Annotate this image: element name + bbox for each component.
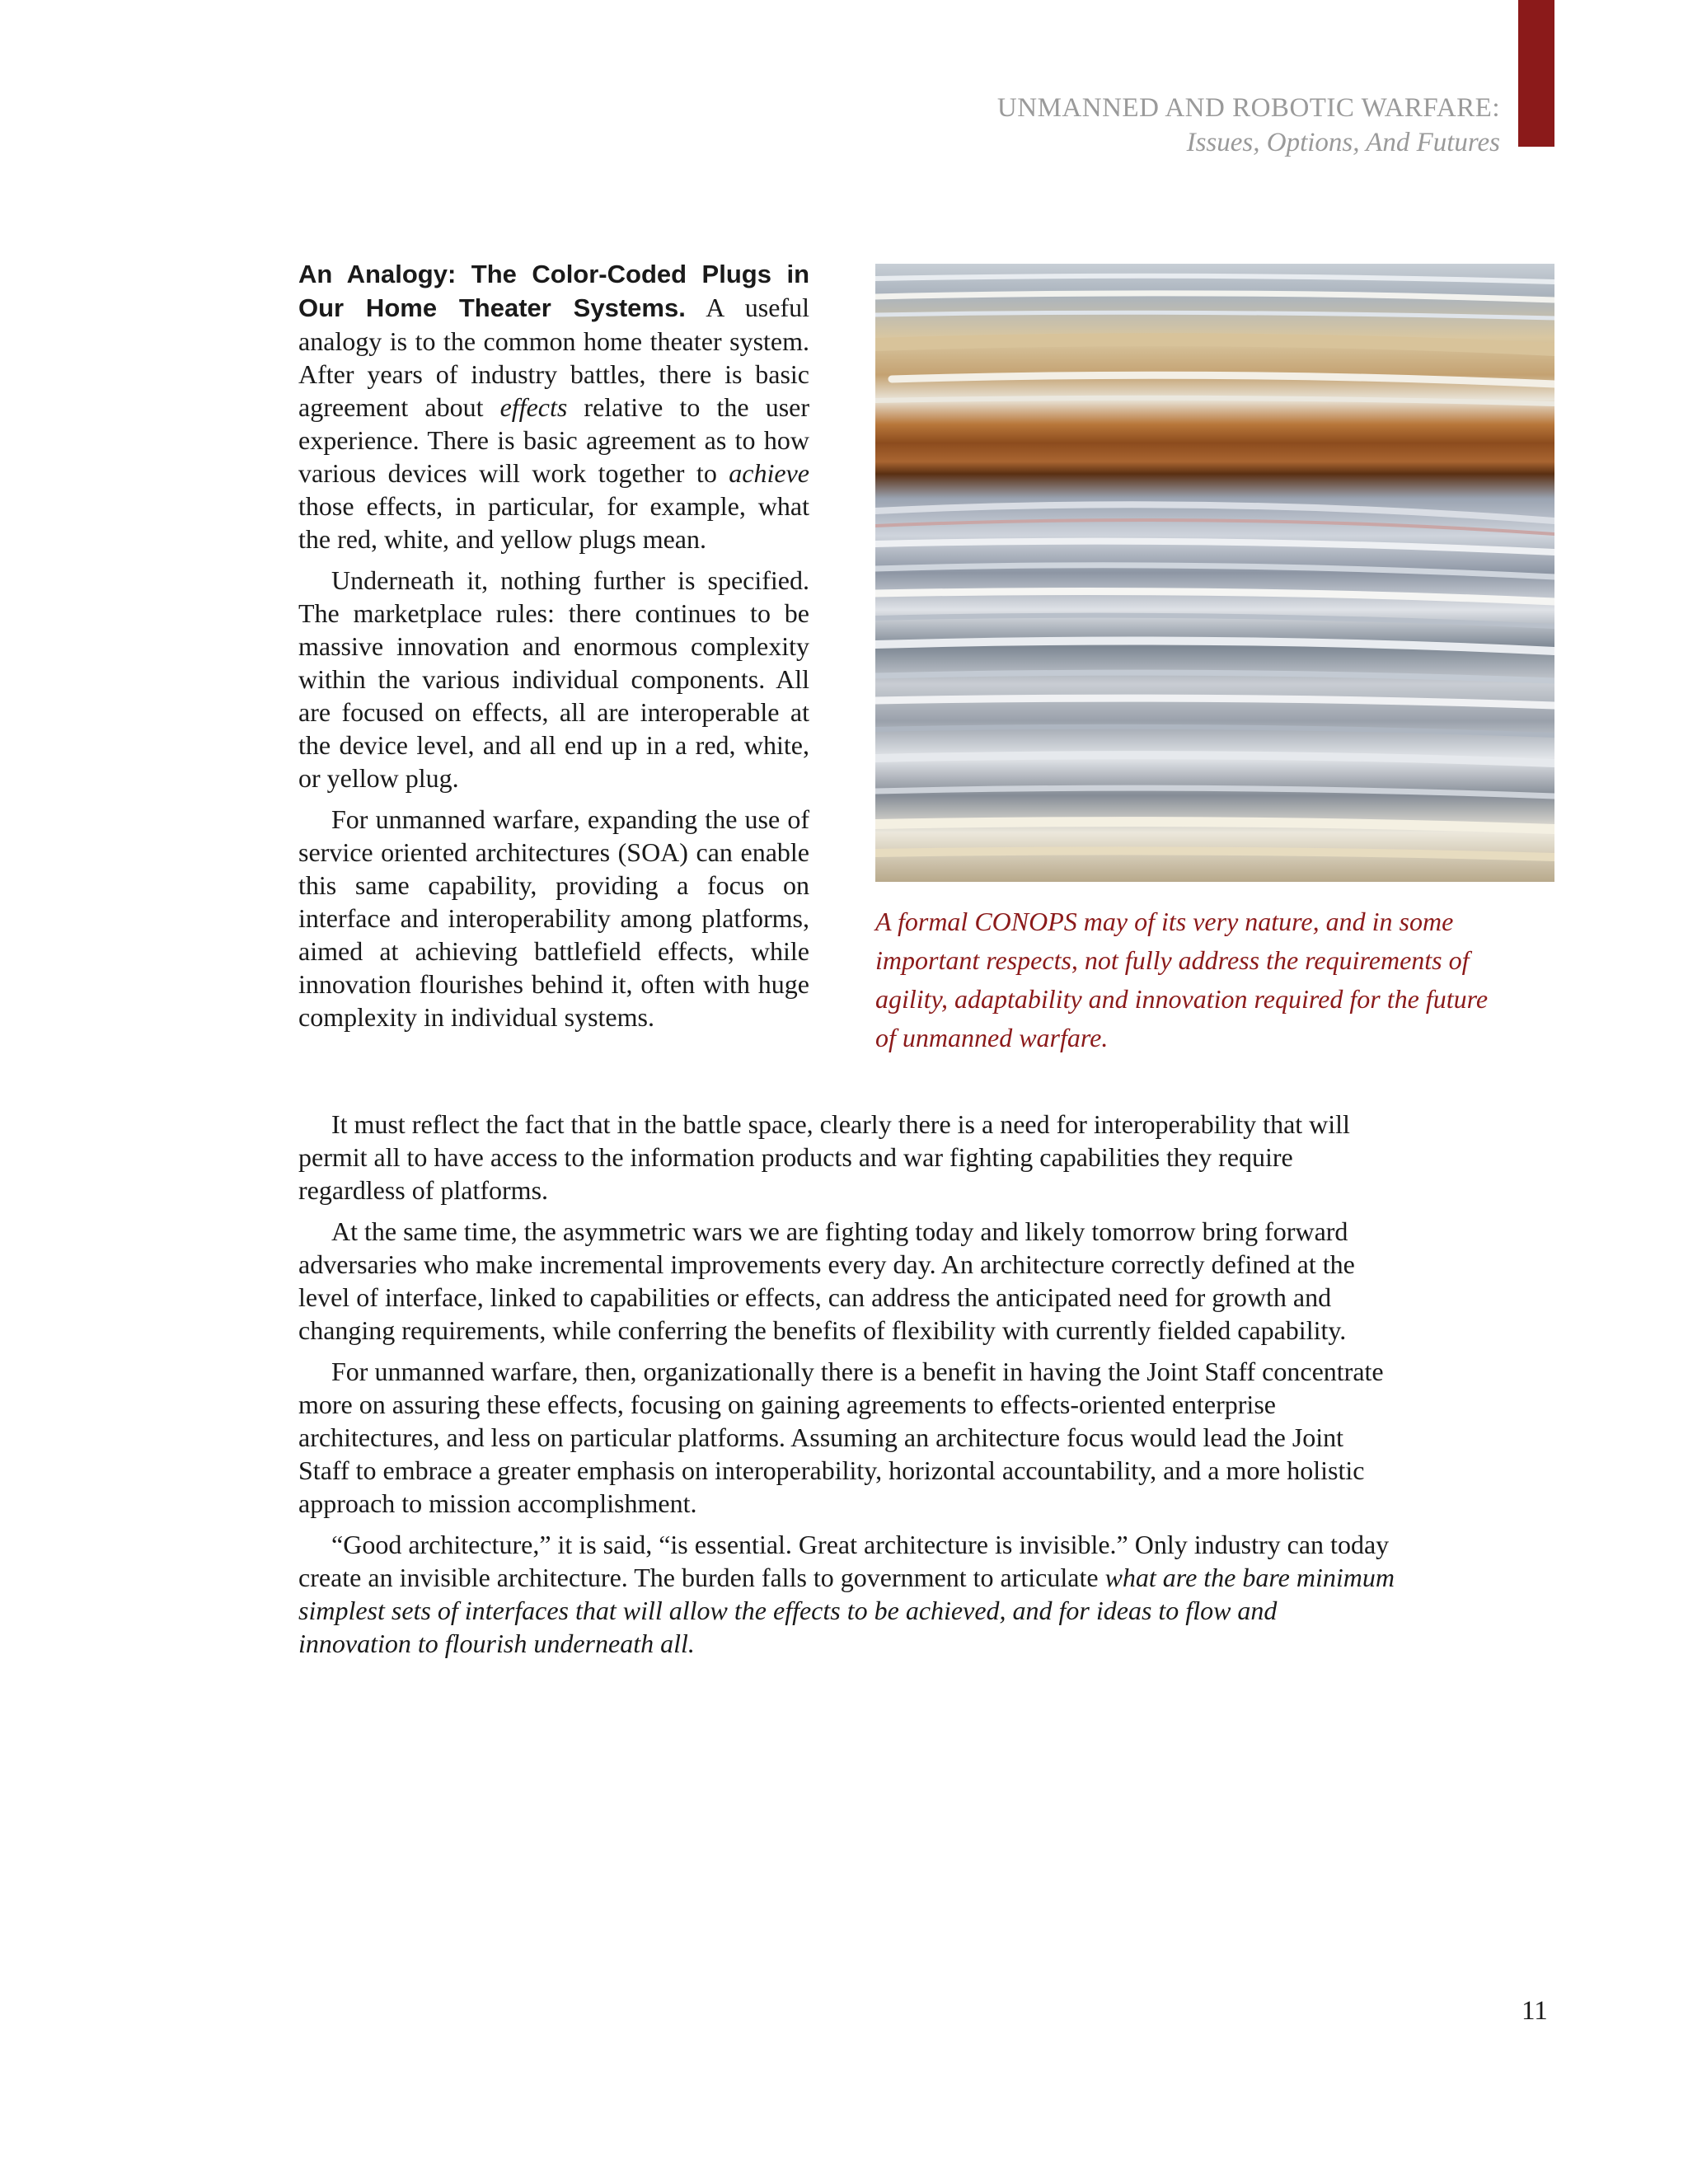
paragraph-asymmetric-wars: At the same time, the asymmetric wars we are fighting today and likely tomorrow bring forward adversaries who make incremental improvements every day. An architecture correctly defined at the level of interface, linked to capabilities or effects, can address the anticipated need for growth and changing requirements, while conferring the benefits of flexibility with currently fielded capability. xyxy=(298,1216,1355,1345)
paragraph-text: A useful analogy is to the common home theater system. After years of industry battles, there is basic agreement about xyxy=(298,293,809,422)
paragraph-joint-staff: For unmanned warfare, then, organizationally there is a benefit in having the Joint Staff concentrate more on assuring these effects, focusing on gaining agreements to effects-oriented enterprise architectures, and less on particular platforms. Assuming an architecture focus would lead the Joint Staff to embrace a greater emphasis on interoperability, horizontal accountability, and a more holistic approach to mission accomplishment. xyxy=(298,1357,1384,1518)
page-number: 11 xyxy=(1522,1996,1548,2026)
stacked-papers-photo xyxy=(875,264,1554,882)
emphasis-text: achieve xyxy=(729,458,809,488)
left-text-column xyxy=(298,257,809,1042)
running-header xyxy=(997,91,1500,160)
paragraph-text: relative to the user experience. There is basic agreement as to how various devices will work together to xyxy=(298,392,810,488)
paragraph-text: “Good architecture,” it is said, “is essential. Great architecture is invisible.” Only industry can today create an invisible architecture. The burden falls to government to articulate xyxy=(298,1530,1390,1592)
paragraph-marketplace: Underneath it, nothing further is specified. The marketplace rules: there continues to be massive innovation and enormous complexity within the various individual components. All are focused on effects, all are interoperable at the device level, and all end up in a red, white, or yellow plug. xyxy=(298,565,809,793)
running-header-title: UNMANNED AND ROBOTIC WARFARE: xyxy=(996,93,1500,123)
section-heading: An Analogy: The Color-Coded Plugs in Our Home Theater Systems. xyxy=(298,260,809,322)
header-accent-bar xyxy=(1518,0,1554,147)
emphasis-text: effects xyxy=(499,392,568,422)
paper-stack-illustration xyxy=(875,264,1554,882)
emphasis-text: what are the bare minimum simplest sets of interfaces that will allow the effects to be achieved, and for ideas to flow and innovation to flourish underneath all. xyxy=(298,1563,1395,1658)
figure-caption: A formal CONOPS may of its very nature, and in some important respects, not fully address the requirements of agility, adaptability and innovation required for the future of unmanned warfare. xyxy=(875,907,1489,1052)
paragraph-interoperability: It must reflect the fact that in the battle space, clearly there is a need for interoperability that will permit all to have access to the information products and war fighting capabilities they require regardless of platforms. xyxy=(298,1109,1350,1205)
full-width-text xyxy=(298,1108,1395,1668)
paragraph-analogy xyxy=(298,257,809,555)
paragraph-soa: For unmanned warfare, expanding the use of service oriented architectures (SOA) can enable this same capability, providing a focus on interface and interoperability among platforms, aimed at achieving battlefield effects, while innovation flourishes behind it, often with huge complexity in individual systems. xyxy=(298,804,809,1032)
paragraph-good-architecture xyxy=(298,1528,1395,1660)
paragraph-text: those effects, in particular, for example, what the red, white, and yellow plugs mean. xyxy=(298,491,809,554)
running-header-subtitle: Issues, Options, And Futures xyxy=(1186,128,1500,157)
